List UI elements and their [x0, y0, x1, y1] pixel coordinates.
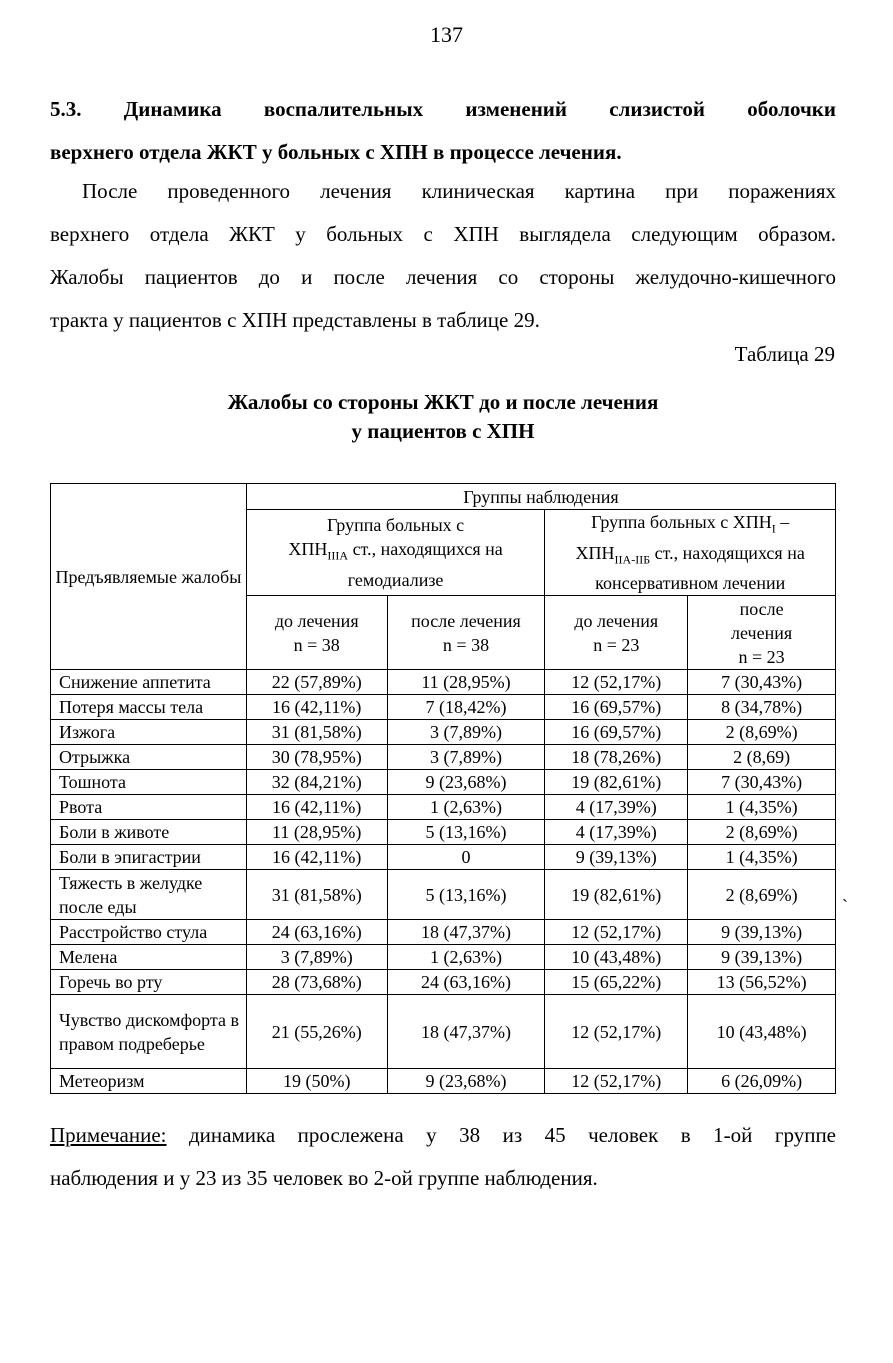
cell-value: 12 (52,17%) [545, 995, 688, 1069]
cell-value: 2 (8,69%) [688, 870, 836, 920]
cell-value: 9 (39,13%) [688, 920, 836, 945]
cell-value: 10 (43,48%) [688, 995, 836, 1069]
row-label: Боли в эпигастрии [51, 845, 247, 870]
cell-value: 7 (18,42%) [387, 695, 545, 720]
table-row [51, 945, 836, 970]
cell-value: 22 (57,89%) [246, 670, 387, 695]
complaints-table [50, 483, 836, 1094]
row-label: Метеоризм [51, 1069, 247, 1094]
paragraph-line: тракта у пациентов с ХПН представлены в таблице 29. [50, 308, 540, 332]
header-group-1: Группа больных с $ХПН_{IIIА}$ ст., находящихся на гемодиализе [246, 510, 545, 596]
margin-mark: ` [842, 896, 848, 916]
table-row [51, 870, 836, 920]
body-paragraph [50, 170, 836, 342]
cell-value: 16 (69,57%) [545, 720, 688, 745]
table-row [51, 995, 836, 1069]
table-row [51, 1069, 836, 1094]
paragraph-line: верхнего отдела ЖКТ у больных с ХПН выглядела следующим образом. [50, 222, 836, 246]
cell-value: 8 (34,78%) [688, 695, 836, 720]
cell-value: 9 (39,13%) [545, 845, 688, 870]
table-title-line: у пациентов с ХПН [351, 419, 535, 443]
subheader-after-1: после лечения n = 38 [387, 596, 545, 670]
note-line: наблюдения и у 23 из 35 человек во 2-ой группе наблюдения. [50, 1166, 598, 1190]
section-heading-line: верхнего отдела ЖКТ у больных с ХПН в процессе лечения. [50, 140, 622, 164]
cell-value: 5 (13,16%) [387, 820, 545, 845]
cell-value: 18 (47,37%) [387, 995, 545, 1069]
paragraph-line: Жалобы пациентов до и после лечения со стороны желудочно-кишечного [50, 265, 836, 289]
header-groups: Группы наблюдения [246, 484, 835, 510]
table-label: Таблица 29 [734, 342, 835, 366]
cell-value: 4 (17,39%) [545, 820, 688, 845]
row-label: Боли в животе [51, 820, 247, 845]
cell-value: 31 (81,58%) [246, 870, 387, 920]
cell-value: 7 (30,43%) [688, 670, 836, 695]
note [50, 1114, 836, 1200]
cell-value: 3 (7,89%) [387, 745, 545, 770]
cell-value: 9 (23,68%) [387, 770, 545, 795]
table-row [51, 820, 836, 845]
row-label: Изжога [51, 720, 247, 745]
table-row [51, 970, 836, 995]
row-label: Отрыжка [51, 745, 247, 770]
table-row [51, 920, 836, 945]
cell-value: 12 (52,17%) [545, 670, 688, 695]
section-heading [50, 88, 836, 174]
cell-value: 19 (50%) [246, 1069, 387, 1094]
row-label: Рвота [51, 795, 247, 820]
cell-value: 7 (30,43%) [688, 770, 836, 795]
subheader-after-2: после лечения n = 23 [688, 596, 836, 670]
cell-value: 4 (17,39%) [545, 795, 688, 820]
header-group-2: Группа больных с $ХПН_I$ – $ХПН_{IIА-IIБ}$ ст., находящихся на консервативном лечении [545, 510, 836, 596]
cell-value: 18 (78,26%) [545, 745, 688, 770]
cell-value: 1 (2,63%) [387, 795, 545, 820]
cell-value: 18 (47,37%) [387, 920, 545, 945]
cell-value: 2 (8,69) [688, 745, 836, 770]
cell-value: 28 (73,68%) [246, 970, 387, 995]
subheader-before-1: до лечения n = 38 [246, 596, 387, 670]
paragraph-line: После проведенного лечения клиническая картина при поражениях [82, 179, 836, 203]
cell-value: 10 (43,48%) [545, 945, 688, 970]
table-title-line: Жалобы со стороны ЖКТ до и после лечения [227, 390, 659, 414]
table-row [51, 845, 836, 870]
cell-value: 15 (65,22%) [545, 970, 688, 995]
cell-value: 16 (42,11%) [246, 845, 387, 870]
cell-value: 21 (55,26%) [246, 995, 387, 1069]
note-line: Примечание: динамика прослежена у 38 из 45 человек в 1-ой группе [50, 1123, 836, 1147]
cell-value: 30 (78,95%) [246, 745, 387, 770]
cell-value: 11 (28,95%) [246, 820, 387, 845]
cell-value: 24 (63,16%) [246, 920, 387, 945]
subheader-before-2: до лечения n = 23 [545, 596, 688, 670]
cell-value: 19 (82,61%) [545, 770, 688, 795]
cell-value: 12 (52,17%) [545, 1069, 688, 1094]
cell-value: 32 (84,21%) [246, 770, 387, 795]
cell-value: 16 (42,11%) [246, 695, 387, 720]
row-label: Расстройство стула [51, 920, 247, 945]
cell-value: 31 (81,58%) [246, 720, 387, 745]
cell-value: 3 (7,89%) [246, 945, 387, 970]
section-heading-line: 5.3. Динамика воспалительных изменений слизистой оболочки [50, 97, 836, 121]
page-number: 137 [430, 22, 463, 47]
row-label: Чувство дискомфорта в правом подреберье [51, 995, 247, 1069]
table-title [50, 388, 836, 446]
cell-value: 13 (56,52%) [688, 970, 836, 995]
cell-value: 1 (4,35%) [688, 845, 836, 870]
cell-value: 1 (2,63%) [387, 945, 545, 970]
cell-value: 19 (82,61%) [545, 870, 688, 920]
row-label: Мелена [51, 945, 247, 970]
cell-value: 11 (28,95%) [387, 670, 545, 695]
cell-value: 12 (52,17%) [545, 920, 688, 945]
row-label: Потеря массы тела [51, 695, 247, 720]
row-label: Горечь во рту [51, 970, 247, 995]
table-row [51, 770, 836, 795]
table-row [51, 745, 836, 770]
row-label: Тяжесть в желудке после еды [51, 870, 247, 920]
cell-value: 5 (13,16%) [387, 870, 545, 920]
cell-value: 3 (7,89%) [387, 720, 545, 745]
table-row [51, 720, 836, 745]
table-row [51, 670, 836, 695]
cell-value: 6 (26,09%) [688, 1069, 836, 1094]
header-complaints: Предъявляемые жалобы [51, 484, 247, 670]
cell-value: 9 (39,13%) [688, 945, 836, 970]
cell-value: 2 (8,69%) [688, 820, 836, 845]
cell-value: 24 (63,16%) [387, 970, 545, 995]
table-row [51, 795, 836, 820]
cell-value: 0 [387, 845, 545, 870]
cell-value: 2 (8,69%) [688, 720, 836, 745]
table-body [51, 670, 836, 1094]
row-label: Снижение аппетита [51, 670, 247, 695]
cell-value: 16 (42,11%) [246, 795, 387, 820]
cell-value: 16 (69,57%) [545, 695, 688, 720]
note-label: Примечание: [50, 1123, 167, 1147]
table-row [51, 695, 836, 720]
cell-value: 1 (4,35%) [688, 795, 836, 820]
row-label: Тошнота [51, 770, 247, 795]
cell-value: 9 (23,68%) [387, 1069, 545, 1094]
